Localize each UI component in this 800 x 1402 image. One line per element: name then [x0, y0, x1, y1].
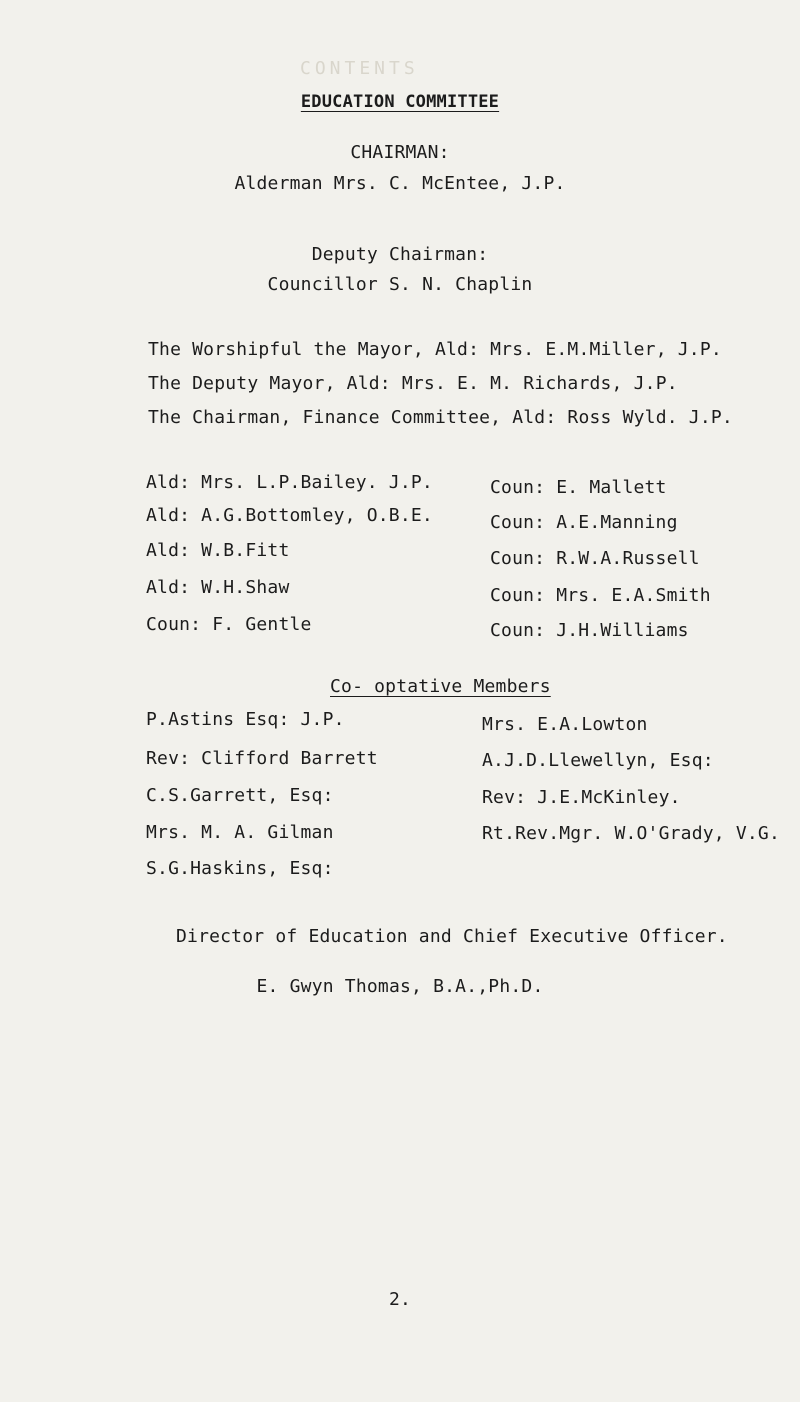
member-entry: Coun: A.E.Manning: [490, 512, 678, 533]
co-optative-member: P.Astins Esq: J.P.: [146, 709, 345, 730]
member-entry: Ald: W.B.Fitt: [146, 540, 290, 561]
co-optative-member: Mrs. E.A.Lowton: [482, 714, 648, 735]
director-name: E. Gwyn Thomas, B.A.,Ph.D.: [256, 976, 544, 997]
director-heading: Director of Education and Chief Executive Officer.: [176, 926, 728, 947]
co-optative-member: S.G.Haskins, Esq:: [146, 858, 334, 879]
member-entry: Ald: Mrs. L.P.Bailey. J.P.: [146, 472, 433, 493]
ex-officio-member: The Chairman, Finance Committee, Ald: Ross Wyld. J.P.: [148, 407, 733, 428]
ex-officio-member: The Worshipful the Mayor, Ald: Mrs. E.M.Miller, J.P.: [148, 339, 722, 360]
co-optative-member: Rev: J.E.McKinley.: [482, 787, 681, 808]
chairman-heading: CHAIRMAN:: [350, 142, 450, 163]
ex-officio-member: The Deputy Mayor, Ald: Mrs. E. M. Richards, J.P.: [148, 373, 678, 394]
member-entry: Coun: F. Gentle: [146, 614, 312, 635]
co-optative-member: Rt.Rev.Mgr. W.O'Grady, V.G.: [482, 823, 780, 844]
member-entry: Ald: W.H.Shaw: [146, 577, 290, 598]
page-number: 2.: [388, 1289, 412, 1310]
co-optative-member: Rev: Clifford Barrett: [146, 748, 378, 769]
member-entry: Coun: Mrs. E.A.Smith: [490, 585, 711, 606]
member-entry: Coun: R.W.A.Russell: [490, 548, 700, 569]
co-optative-member: C.S.Garrett, Esq:: [146, 785, 334, 806]
member-entry: Ald: A.G.Bottomley, O.B.E.: [146, 505, 433, 526]
deputy-chairman-name: Councillor S. N. Chaplin: [267, 274, 533, 295]
deputy-chairman-heading: Deputy Chairman:: [311, 244, 489, 265]
co-optative-heading: Co- optative Members: [330, 676, 551, 697]
co-optative-member: Mrs. M. A. Gilman: [146, 822, 334, 843]
member-entry: Coun: E. Mallett: [490, 477, 667, 498]
page-title: EDUCATION COMMITTEE: [300, 92, 500, 112]
chairman-name: Alderman Mrs. C. McEntee, J.P.: [234, 173, 566, 194]
show-through-text: CONTENTS: [300, 58, 419, 79]
member-entry: Coun: J.H.Williams: [490, 620, 689, 641]
co-optative-member: A.J.D.Llewellyn, Esq:: [482, 750, 714, 771]
